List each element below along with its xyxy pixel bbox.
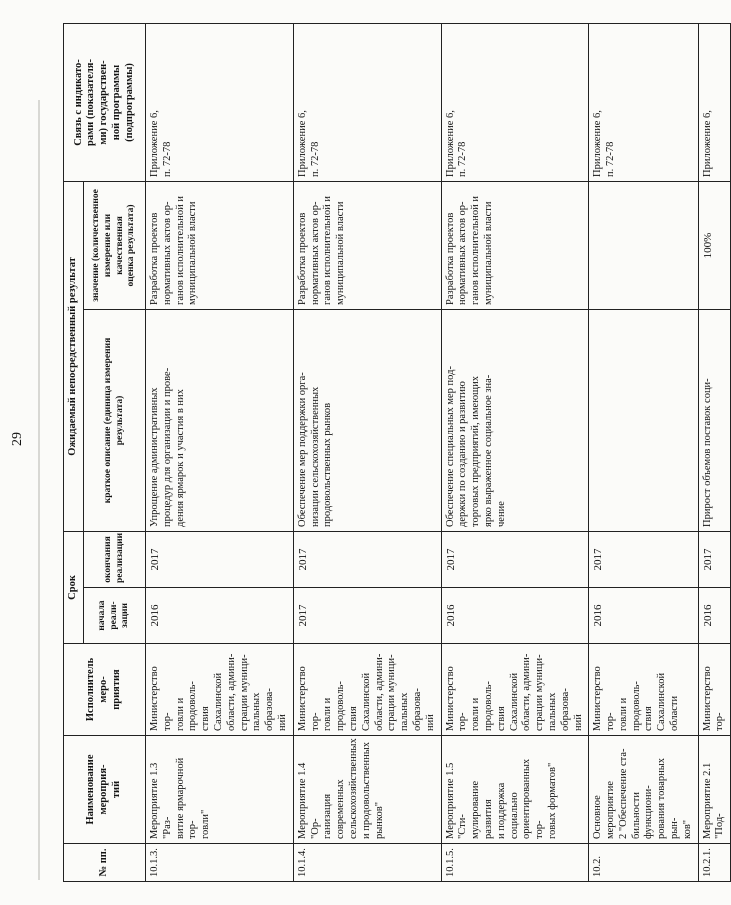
page-number: 29 [10, 432, 25, 446]
row-start: 2016 [146, 588, 294, 644]
row-end: 2017 [293, 531, 441, 587]
row-end: 2017 [698, 531, 731, 587]
header-result-value: значение (количественное измерение или качественная оценка результата) [84, 181, 146, 309]
table-row [441, 23, 589, 881]
table-row [698, 23, 731, 881]
row-desc: Упрощение административных процедур для организации и прове- дения ярмарок и участия в них [146, 309, 294, 531]
row-link: Приложение 6, [698, 23, 731, 181]
table-row [589, 23, 698, 881]
row-executor: Министерство тор- говли и продоволь- ствия Сахалинской области, админи- страции муници- пальных образова- ний [441, 644, 589, 736]
row-start: 2017 [293, 588, 441, 644]
row-desc: Прирост объемов поставок соци- [698, 309, 731, 531]
row-desc [589, 309, 698, 531]
activities-table [63, 23, 731, 882]
header-result-desc: краткое описание (единица измерения результата) [84, 309, 146, 531]
header-link: Связь с индикато- рами (показателя- ми) государствен- ной программы (подпрограммы) [64, 23, 146, 181]
row-value: 100% [698, 181, 731, 309]
row-link: Приложение 6, п. 72-78 [441, 23, 589, 181]
row-end: 2017 [146, 531, 294, 587]
row-value [589, 181, 698, 309]
row-link: Приложение 6, п. 72-78 [589, 23, 698, 181]
row-value: Разработка проектов нормативных актов ор- ганов исполнительной и муниципальной власти [441, 181, 589, 309]
row-executor: Министерство тор- говли и продоволь- ствия Сахалинской области, админи- страции муници- пальных образова- ний [293, 644, 441, 736]
row-value: Разработка проектов нормативных актов ор- ганов исполнительной и муниципальной власти [293, 181, 441, 309]
row-num: 10.2. [589, 844, 698, 882]
header-term: Срок [64, 531, 84, 643]
row-num: 10.1.5. [441, 844, 589, 882]
table-row [293, 23, 441, 881]
rotated-table-sheet [63, 24, 726, 882]
header-term-start: начала реали- зации [84, 588, 146, 644]
header-name: Наименование мероприя- тий [64, 736, 146, 844]
row-name: Основное мероприятие 2 "Обеспечение ста- бильности функциони- рования товарных рын- ков" [589, 736, 698, 844]
row-executor: Министерство тор- говли и продоволь- ствия Сахалинской области, админи- страции муници- пальных образова- ний [146, 644, 294, 736]
row-link: Приложение 6, п. 72-78 [146, 23, 294, 181]
row-link: Приложение 6, п. 72-78 [293, 23, 441, 181]
row-name: Мероприятие 1.4 "Ор- ганизация современных сельскохозяйственных и продовольственных рынков" [293, 736, 441, 844]
scan-shadow [38, 100, 40, 880]
row-value: Разработка проектов нормативных актов ор- ганов исполнительной и муниципальной власти [146, 181, 294, 309]
row-start: 2016 [698, 588, 731, 644]
row-name: Мероприятие 1.5 "Сти- мулирование развития и поддержка социально ориентированных тор- говых форматов" [441, 736, 589, 844]
row-name: Мероприятие 2.1 "Под- [698, 736, 731, 844]
header-num: № пп. [64, 844, 146, 882]
row-num: 10.1.4. [293, 844, 441, 882]
row-end: 2017 [441, 531, 589, 587]
row-start: 2016 [441, 588, 589, 644]
row-executor: Министерство тор- [698, 644, 731, 736]
row-desc: Обеспечение мер поддержки орга- низации сельскохозяйственных продовольственных рынков [293, 309, 441, 531]
row-executor: Министерство тор- говли и продоволь- ствия Сахалинской области [589, 644, 698, 736]
row-end: 2017 [589, 531, 698, 587]
row-num: 10.2.1. [698, 844, 731, 882]
row-start: 2016 [589, 588, 698, 644]
header-result: Ожидаемый непосредственный результат [64, 181, 84, 531]
row-name: Мероприятие 1.3 "Раз- витие ярмарочной тор- говли" [146, 736, 294, 844]
table-row [146, 23, 294, 881]
row-desc: Обеспечение специальных мер под- держки по созданию и развитию торговых предприятий, имеющих ярко выраженное социальное зна- чение [441, 309, 589, 531]
header-executor: Исполнитель меро- приятия [64, 644, 146, 736]
header-term-end: окончания реализации [84, 531, 146, 587]
row-num: 10.1.3. [146, 844, 294, 882]
